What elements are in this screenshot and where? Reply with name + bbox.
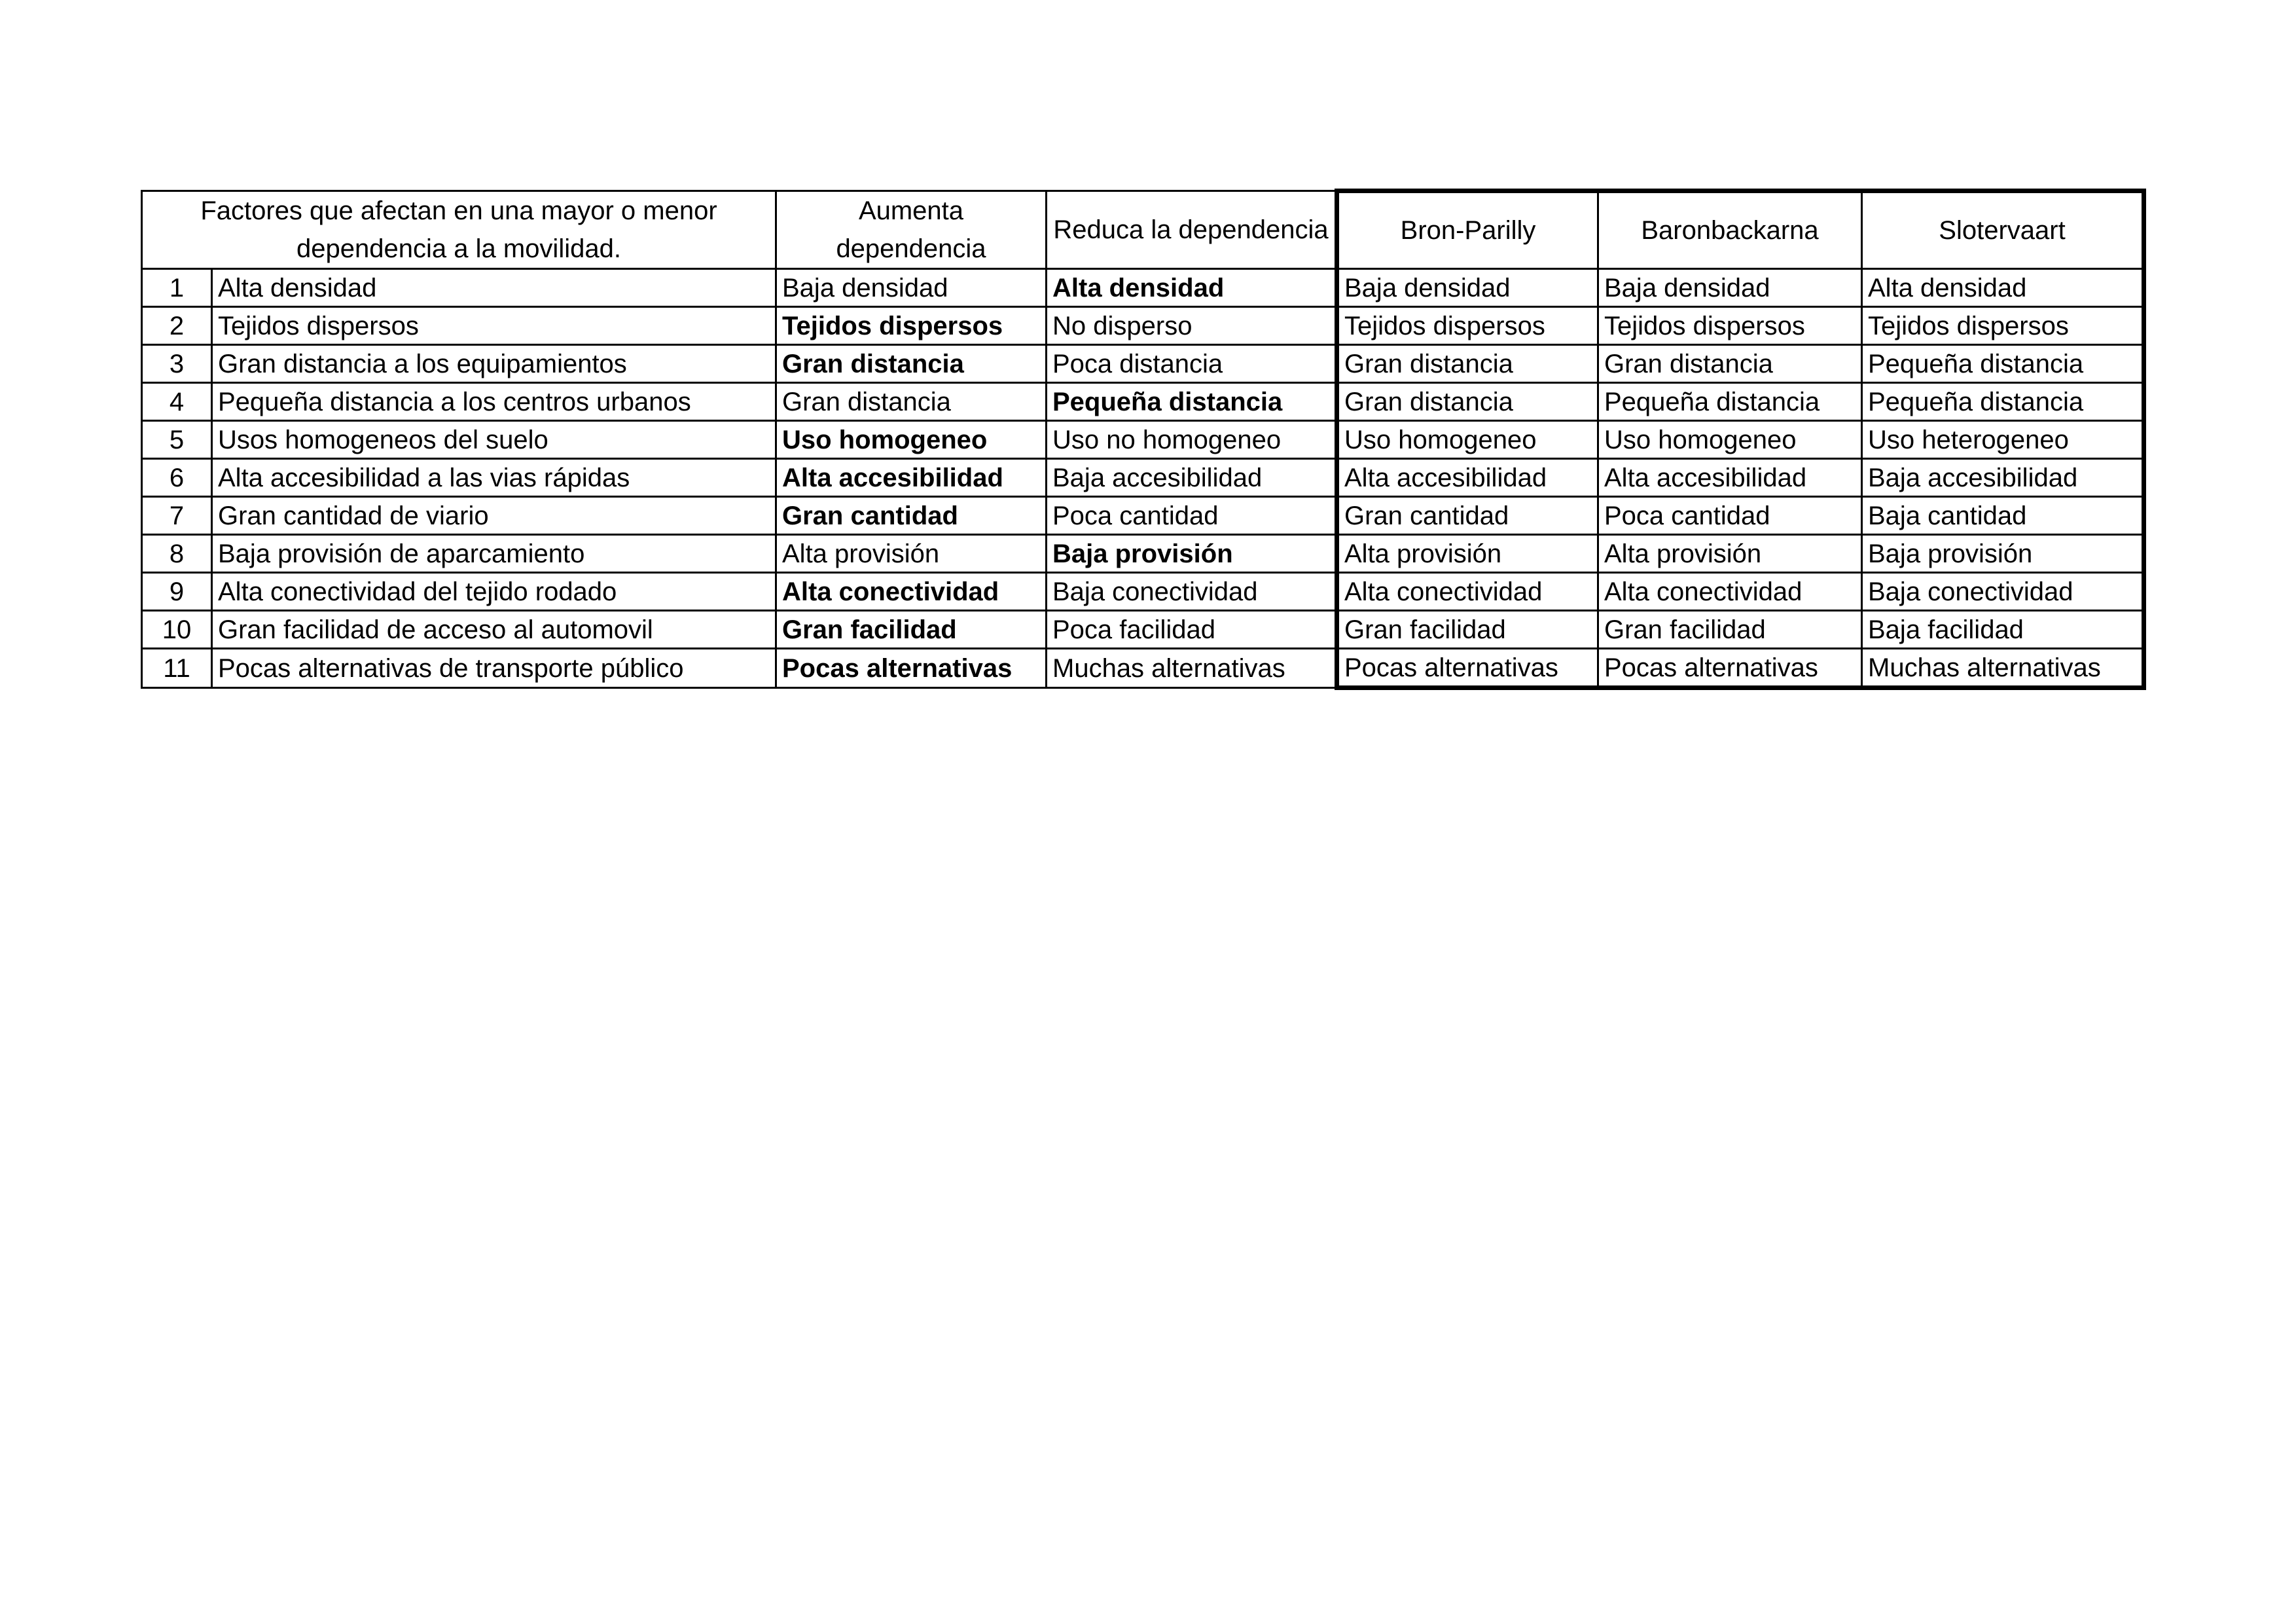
- table-row: [142, 573, 2144, 611]
- row-number: 7: [142, 497, 212, 535]
- reduce-cell: Baja conectividad: [1047, 573, 1337, 611]
- header-baronbackarna: Baronbackarna: [1598, 191, 1862, 269]
- row-number: 3: [142, 345, 212, 383]
- header-reduce-dependencia: Reduca la dependencia: [1047, 191, 1337, 269]
- slotervaart-cell: Pequeña distancia: [1862, 383, 2144, 421]
- baronbackarna-cell: Gran facilidad: [1598, 611, 1862, 649]
- baronbackarna-cell: Pequeña distancia: [1598, 383, 1862, 421]
- aumenta-cell: Pocas alternativas: [776, 649, 1047, 688]
- factor-cell: Gran distancia a los equipamientos: [212, 345, 776, 383]
- header-bron-parilly: Bron-Parilly: [1337, 191, 1598, 269]
- table-row: [142, 459, 2144, 497]
- reduce-cell: Muchas alternativas: [1047, 649, 1337, 688]
- factor-cell: Tejidos dispersos: [212, 307, 776, 345]
- factors-table: [141, 189, 2146, 690]
- factor-cell: Pocas alternativas de transporte público: [212, 649, 776, 688]
- row-number: 2: [142, 307, 212, 345]
- reduce-cell: Pequeña distancia: [1047, 383, 1337, 421]
- aumenta-cell: Alta accesibilidad: [776, 459, 1047, 497]
- row-number: 9: [142, 573, 212, 611]
- baronbackarna-cell: Alta conectividad: [1598, 573, 1862, 611]
- aumenta-cell: Uso homogeneo: [776, 421, 1047, 459]
- factor-cell: Pequeña distancia a los centros urbanos: [212, 383, 776, 421]
- header-slotervaart: Slotervaart: [1862, 191, 2144, 269]
- row-number: 1: [142, 269, 212, 307]
- table-row: [142, 383, 2144, 421]
- aumenta-cell: Alta conectividad: [776, 573, 1047, 611]
- slotervaart-cell: Baja cantidad: [1862, 497, 2144, 535]
- reduce-cell: Poca cantidad: [1047, 497, 1337, 535]
- slotervaart-cell: Uso heterogeneo: [1862, 421, 2144, 459]
- table-row: [142, 649, 2144, 688]
- bron-parilly-cell: Gran cantidad: [1337, 497, 1598, 535]
- factor-cell: Usos homogeneos del suelo: [212, 421, 776, 459]
- slotervaart-cell: Tejidos dispersos: [1862, 307, 2144, 345]
- row-number: 5: [142, 421, 212, 459]
- row-number: 6: [142, 459, 212, 497]
- table-row: [142, 421, 2144, 459]
- slotervaart-cell: Muchas alternativas: [1862, 649, 2144, 688]
- aumenta-cell: Gran facilidad: [776, 611, 1047, 649]
- bron-parilly-cell: Uso homogeneo: [1337, 421, 1598, 459]
- table-body: [142, 269, 2144, 688]
- slotervaart-cell: Pequeña distancia: [1862, 345, 2144, 383]
- factor-cell: Alta accesibilidad a las vias rápidas: [212, 459, 776, 497]
- bron-parilly-cell: Alta conectividad: [1337, 573, 1598, 611]
- header-factor: Factores que afectan en una mayor o menor dependencia a la movilidad.: [142, 191, 776, 269]
- table-row: [142, 611, 2144, 649]
- aumenta-cell: Gran cantidad: [776, 497, 1047, 535]
- factor-cell: Baja provisión de aparcamiento: [212, 535, 776, 573]
- row-number: 8: [142, 535, 212, 573]
- reduce-cell: Uso no homogeneo: [1047, 421, 1337, 459]
- row-number: 11: [142, 649, 212, 688]
- aumenta-cell: Alta provisión: [776, 535, 1047, 573]
- reduce-cell: Alta densidad: [1047, 269, 1337, 307]
- baronbackarna-cell: Pocas alternativas: [1598, 649, 1862, 688]
- factor-cell: Gran facilidad de acceso al automovil: [212, 611, 776, 649]
- baronbackarna-cell: Alta accesibilidad: [1598, 459, 1862, 497]
- bron-parilly-cell: Gran distancia: [1337, 345, 1598, 383]
- bron-parilly-cell: Baja densidad: [1337, 269, 1598, 307]
- bron-parilly-cell: Gran distancia: [1337, 383, 1598, 421]
- header-row: [142, 191, 2144, 269]
- factor-cell: Gran cantidad de viario: [212, 497, 776, 535]
- row-number: 10: [142, 611, 212, 649]
- reduce-cell: Baja provisión: [1047, 535, 1337, 573]
- aumenta-cell: Baja densidad: [776, 269, 1047, 307]
- header-aumenta-dependencia: Aumenta dependencia: [776, 191, 1047, 269]
- baronbackarna-cell: Uso homogeneo: [1598, 421, 1862, 459]
- table-row: [142, 345, 2144, 383]
- reduce-cell: Baja accesibilidad: [1047, 459, 1337, 497]
- factor-cell: Alta densidad: [212, 269, 776, 307]
- baronbackarna-cell: Baja densidad: [1598, 269, 1862, 307]
- baronbackarna-cell: Poca cantidad: [1598, 497, 1862, 535]
- slotervaart-cell: Alta densidad: [1862, 269, 2144, 307]
- factor-cell: Alta conectividad del tejido rodado: [212, 573, 776, 611]
- aumenta-cell: Tejidos dispersos: [776, 307, 1047, 345]
- table-row: [142, 307, 2144, 345]
- aumenta-cell: Gran distancia: [776, 383, 1047, 421]
- aumenta-cell: Gran distancia: [776, 345, 1047, 383]
- baronbackarna-cell: Tejidos dispersos: [1598, 307, 1862, 345]
- baronbackarna-cell: Gran distancia: [1598, 345, 1862, 383]
- baronbackarna-cell: Alta provisión: [1598, 535, 1862, 573]
- table-row: [142, 535, 2144, 573]
- table-row: [142, 269, 2144, 307]
- reduce-cell: No disperso: [1047, 307, 1337, 345]
- slotervaart-cell: Baja conectividad: [1862, 573, 2144, 611]
- slotervaart-cell: Baja provisión: [1862, 535, 2144, 573]
- slotervaart-cell: Baja facilidad: [1862, 611, 2144, 649]
- reduce-cell: Poca facilidad: [1047, 611, 1337, 649]
- bron-parilly-cell: Pocas alternativas: [1337, 649, 1598, 688]
- row-number: 4: [142, 383, 212, 421]
- table-row: [142, 497, 2144, 535]
- slotervaart-cell: Baja accesibilidad: [1862, 459, 2144, 497]
- bron-parilly-cell: Gran facilidad: [1337, 611, 1598, 649]
- bron-parilly-cell: Alta accesibilidad: [1337, 459, 1598, 497]
- reduce-cell: Poca distancia: [1047, 345, 1337, 383]
- bron-parilly-cell: Alta provisión: [1337, 535, 1598, 573]
- bron-parilly-cell: Tejidos dispersos: [1337, 307, 1598, 345]
